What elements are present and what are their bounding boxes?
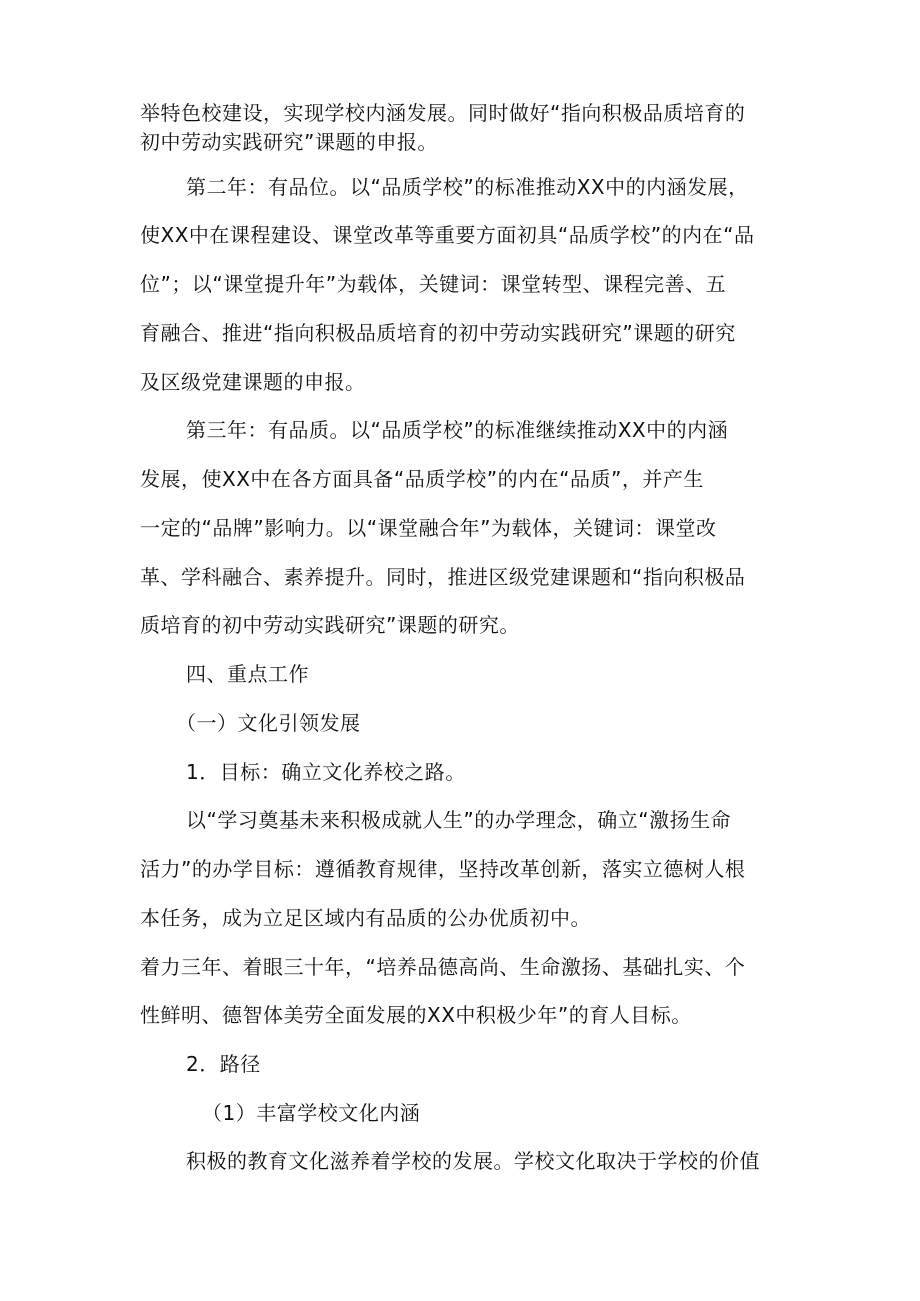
subsection-heading: （1）丰富学校文化内涵 bbox=[202, 1101, 421, 1125]
text-line: 1．目标：确立文化养校之路。 bbox=[186, 760, 466, 784]
text-line: 性鲜明、德智体美劳全面发展的XX中积极少年”的育人目标。 bbox=[140, 1003, 692, 1027]
text-line: 初中劳动实践研究”课题的申报。 bbox=[140, 130, 438, 154]
text-line: 积极的教育文化滋养着学校的发展。学校文化取决于学校的价值 bbox=[186, 1149, 760, 1173]
text-line: 活力”的办学目标：遵循教育规律，坚持改革创新，落实立德树人根 bbox=[140, 857, 746, 881]
section-heading: 四、重点工作 bbox=[186, 662, 309, 686]
text-line: 一定的“品牌”影响力。以“课堂融合年”为载体，关键词：课堂改 bbox=[140, 516, 717, 540]
text-line: 以“学习奠基未来积极成就人生”的办学理念，确立“激扬生命 bbox=[186, 808, 732, 832]
text-line: 举特色校建设，实现学校内涵发展。同时做好“指向积极品质培育的 bbox=[140, 101, 746, 125]
text-line: 第二年：有品位。以“品质学校”的标准推动XX中的内涵发展， bbox=[186, 175, 749, 199]
text-line: 及区级党建课题的申报。 bbox=[140, 370, 366, 394]
text-line: 第三年：有品质。以“品质学校”的标准继续推动XX中的内涵 bbox=[186, 418, 729, 442]
text-line: 质培育的初中劳动实践研究”课题的研究。 bbox=[140, 613, 520, 637]
text-line: 发展，使XX中在各方面具备“品质学校”的内在“品质”，并产生 bbox=[140, 467, 704, 491]
text-line: 位”；以“课堂提升年”为载体，关键词：课堂转型、课程完善、五 bbox=[140, 272, 727, 296]
text-line: 育融合、推进“指向积极品质培育的初中劳动实践研究”课题的研究 bbox=[140, 321, 736, 345]
subsection-heading: 2．路径 bbox=[186, 1052, 261, 1076]
subsection-heading: （一）文化引领发展 bbox=[176, 711, 361, 735]
text-line: 革、学科融合、素养提升。同时，推进区级党建课题和“指向积极品 bbox=[140, 565, 746, 589]
text-line: 使XX中在课程建设、课堂改革等重要方面初具“品质学校”的内在“品 bbox=[140, 223, 755, 247]
text-line: 本任务，成为立足区域内有品质的公办优质初中。 bbox=[140, 906, 591, 930]
text-line: 着力三年、着眼三十年，“培养品德高尚、生命激扬、基础扎实、个 bbox=[140, 955, 746, 979]
